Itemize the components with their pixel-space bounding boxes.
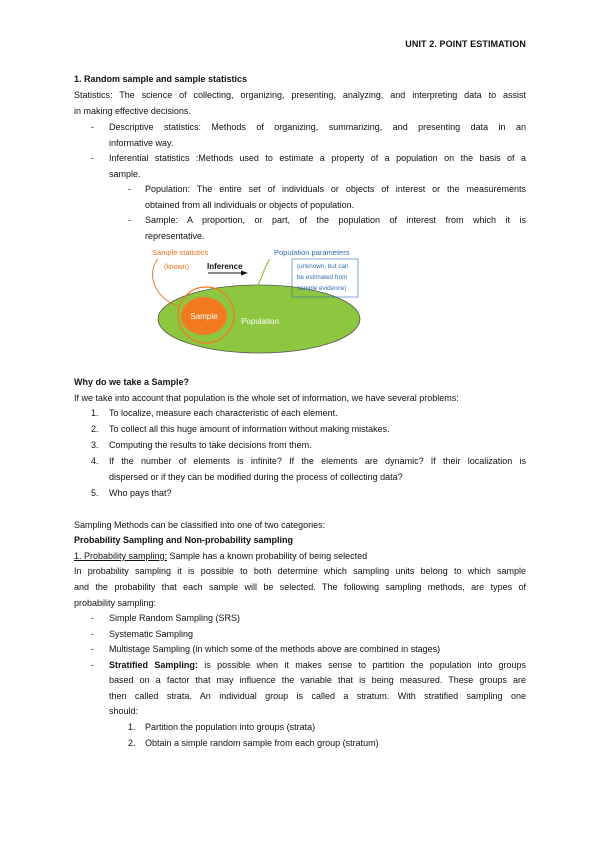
- unknown-line3: sample evidence): [297, 285, 347, 292]
- list-item: Who pays that?: [109, 488, 172, 498]
- why-intro: If we take into account that population is the whole set of information, we have several problems:: [74, 393, 459, 403]
- bullet-dash: -: [128, 215, 131, 225]
- inference-label: Inference: [207, 262, 243, 271]
- probability-paragraph-line2: and the probability that each sample will be selected. The following sampling methods, are types of: [74, 582, 526, 592]
- stratified-text: is possible when it makes sense to partition the population into groups: [197, 660, 527, 670]
- sample-statistics-label: Sample statistics: [152, 248, 209, 257]
- stratified-line3: then called strata. An individual group is called a stratum. With stratified sampling one: [109, 691, 526, 701]
- list-item: Computing the results to take decisions from them.: [109, 440, 312, 450]
- inference-arrow-head: [241, 271, 248, 276]
- known-label: (known): [164, 264, 189, 271]
- sampling-method-item: Systematic Sampling: [109, 629, 194, 639]
- stratified-line4: should:: [109, 706, 139, 716]
- probability-sampling-definition: [74, 549, 526, 565]
- probability-sampling-text: Sample has a known probability of being selected: [167, 551, 368, 561]
- step-number: 1.: [128, 722, 136, 732]
- list-number: 2.: [91, 424, 99, 434]
- bullet-dash: -: [91, 153, 94, 163]
- step-number: 2.: [128, 738, 136, 748]
- sampling-intro: Sampling Methods can be classified into one of two categories:: [74, 520, 326, 530]
- population-sample-diagram: [150, 243, 410, 355]
- probability-paragraph-line3: probability sampling:: [74, 598, 157, 608]
- population-parameters-label: Population parameters: [274, 248, 350, 257]
- stratified-line2: based on a factor that may influence the variable that is being measured. These groups are: [109, 675, 526, 685]
- step-item: Partition the population into groups (strata): [145, 722, 316, 732]
- sample-definition-line1: Sample: A proportion, or part, of the population of interest from which it is: [145, 215, 526, 225]
- unit-title: UNIT 2. POINT ESTIMATION: [405, 39, 526, 49]
- bullet-dash: -: [128, 184, 131, 194]
- bullet-dash: -: [91, 122, 94, 132]
- statistics-definition-line1: Statistics: The science of collecting, organizing, presenting, analyzing, and interpreting data to assist: [74, 90, 526, 100]
- list-number: 4.: [91, 456, 99, 466]
- bullet-dash: -: [91, 613, 94, 623]
- sampling-categories-heading: Probability Sampling and Non-probability sampling: [74, 535, 294, 545]
- list-number: 1.: [91, 408, 99, 418]
- bullet-dash: -: [91, 629, 94, 639]
- list-item: If the number of elements is infinite? If the elements are dynamic? If their localization is: [109, 456, 526, 466]
- why-heading: Why do we take a Sample?: [74, 377, 190, 387]
- stratified-line1: [109, 658, 526, 674]
- sampling-method-item: Multistage Sampling (in which some of the methods above are combined in stages): [109, 644, 441, 654]
- list-item-continuation: dispersed or if they can be modified during the process of collecting data?: [109, 472, 403, 482]
- descriptive-statistics-line1: Descriptive statistics: Methods of organizing, summarizing, and presenting data in an: [109, 122, 526, 132]
- probability-sampling-label: 1. Probability sampling:: [74, 551, 168, 561]
- sample-definition-line2: representative.: [145, 231, 205, 241]
- list-number: 5.: [91, 488, 99, 498]
- inferential-statistics-line1: Inferential statistics :Methods used to estimate a property of a population on the basis of a: [109, 153, 526, 163]
- probability-paragraph-line1: In probability sampling it is possible to both determine which sampling units belong to which sample: [74, 566, 526, 576]
- list-item: To localize, measure each characteristic of each element.: [109, 408, 338, 418]
- list-item: To collect all this huge amount of information without making mistakes.: [109, 424, 390, 434]
- bullet-dash: -: [91, 644, 94, 654]
- list-number: 3.: [91, 440, 99, 450]
- bullet-dash: -: [91, 660, 94, 670]
- step-item: Obtain a simple random sample from each group (stratum): [145, 738, 379, 748]
- unknown-line2: be estimated from: [297, 274, 348, 281]
- sampling-method-item: Simple Random Sampling (SRS): [109, 613, 241, 623]
- unknown-line1: (unknown, but can: [297, 263, 349, 270]
- population-label: Population: [241, 317, 279, 326]
- descriptive-statistics-line2: informative way.: [109, 138, 174, 148]
- section-heading: 1. Random sample and sample statistics: [74, 74, 248, 84]
- stratified-sampling-label: Stratified Sampling:: [109, 660, 198, 670]
- population-definition-line1: Population: The entire set of individuals or objects of interest or the measurements: [145, 184, 526, 194]
- population-definition-line2: obtained from all individuals or objects of population.: [145, 200, 355, 210]
- inferential-statistics-line2: sample.: [109, 169, 141, 179]
- sample-label: Sample: [190, 312, 218, 321]
- statistics-definition-line2: in making effective decisions.: [74, 106, 191, 116]
